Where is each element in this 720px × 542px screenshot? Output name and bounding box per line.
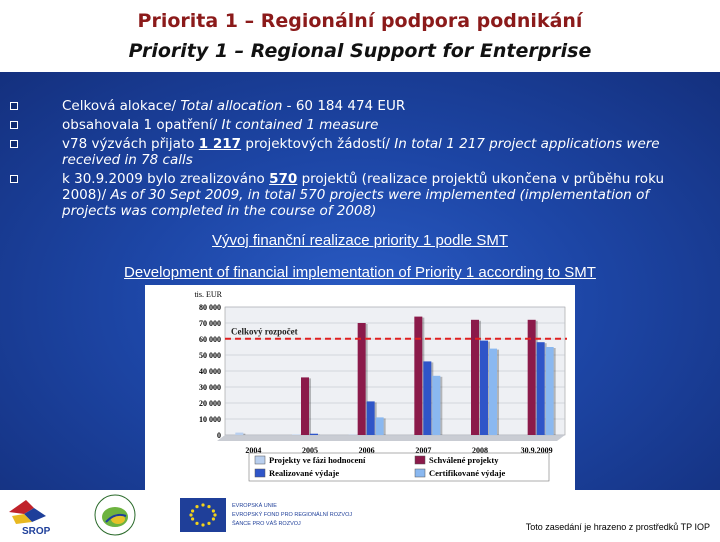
x-tick-label: 30.9.2009 — [521, 446, 553, 455]
y-tick-label: 50 000 — [199, 351, 221, 360]
x-tick-label: 2004 — [245, 446, 261, 455]
chart-bar — [480, 341, 488, 435]
x-tick-label: 2005 — [302, 446, 318, 455]
chart-bar — [489, 349, 497, 435]
chart-subtitle-cz: Vývoj finanční realizace priority 1 podle SMT — [0, 232, 720, 249]
y-tick-label: 10 000 — [199, 415, 221, 424]
chart-bar-shade — [497, 350, 499, 435]
y-tick-label: 20 000 — [199, 399, 221, 408]
bullet-text-en: In total 1 217 project applications were received in 78 calls — [62, 136, 660, 168]
legend-swatch — [255, 456, 265, 464]
bullet-text-cz: projektových žádostí/ — [241, 136, 394, 152]
eu-logo — [180, 496, 370, 536]
y-tick-label: 80 000 — [199, 303, 221, 312]
y-axis-label: tis. EUR — [194, 290, 222, 299]
chart-bar-shade — [554, 348, 556, 435]
footer — [0, 490, 720, 540]
bullet-text-en: Total allocation — [180, 98, 282, 114]
chart-bar — [358, 323, 366, 435]
legend-swatch — [255, 469, 265, 477]
chart-bar — [376, 417, 384, 435]
bullet-text-cz: v78 výzvách přijato — [62, 136, 199, 152]
eu-line-2: EVROPSKÝ FOND PRO REGIONÁLNÍ ROZVOJ — [232, 511, 352, 518]
chart-bar-shade — [243, 434, 245, 435]
chart-bar — [414, 317, 422, 435]
chart-bar — [432, 376, 440, 435]
eu-line-1: EVROPSKÁ UNIE — [232, 502, 277, 509]
chart-bar — [310, 434, 318, 435]
budget-line-label: Celkový rozpočet — [231, 327, 298, 337]
square-bullet-icon — [10, 175, 18, 183]
legend-label: Schválené projekty — [429, 455, 499, 465]
chart-bar — [423, 361, 431, 435]
chart-subtitle-en: Development of financial implementation of Priority 1 according to SMT — [0, 264, 720, 281]
chart-panel — [145, 285, 575, 490]
legend-swatch — [415, 469, 425, 477]
bullet-text-value: - 60 184 474 EUR — [282, 98, 405, 114]
bullet-text-en: It contained 1 measure — [222, 117, 379, 133]
page-title: Priorita 1 – Regionální podpora podnikání — [0, 10, 720, 32]
x-tick-label: 2008 — [472, 446, 488, 455]
square-bullet-icon — [10, 140, 18, 148]
chart-bar-shade — [384, 418, 386, 435]
y-tick-label: 0 — [217, 431, 221, 440]
chart-bar — [367, 401, 375, 435]
y-tick-label: 70 000 — [199, 319, 221, 328]
srop-logo — [4, 494, 64, 536]
bullet-text-cz: k 30.9.2009 bylo zrealizováno — [62, 171, 269, 187]
y-tick-label: 30 000 — [199, 383, 221, 392]
chart-bar-shade — [440, 377, 442, 435]
chart-bar — [528, 320, 536, 435]
plot-floor — [217, 435, 565, 441]
y-tick-label: 40 000 — [199, 367, 221, 376]
chart-bar — [537, 342, 545, 435]
page-title-english: Priority 1 – Regional Support for Enterprise — [0, 40, 720, 62]
bullet-text-cz: Celková alokace/ — [62, 98, 180, 114]
square-bullet-icon — [10, 102, 18, 110]
bullet-text-en: As of 30 Sept 2009, in total 570 projects were implemented (implementation of projects was completed in the course of 2008) — [62, 187, 649, 219]
legend-label: Projekty ve fázi hodnocení — [269, 455, 366, 465]
legend-swatch — [415, 456, 425, 464]
chart-bar-shade — [309, 378, 311, 435]
chart-bar — [235, 433, 243, 435]
bullet-highlight: 570 — [269, 171, 297, 187]
eu-line-3: ŠANCE PRO VÁŠ ROZVOJ — [232, 520, 301, 527]
chart-bar — [301, 377, 309, 435]
ministry-logo — [80, 492, 150, 538]
chart-bar — [546, 347, 554, 435]
square-bullet-icon — [10, 121, 18, 129]
bar-chart — [145, 285, 575, 490]
x-tick-label: 2007 — [415, 446, 431, 455]
legend-label: Realizované výdaje — [269, 468, 339, 478]
legend-label: Certifikované výdaje — [429, 468, 505, 478]
bullet-text-cz: projektů (realizace projektů ukončena v průběhu roku 2008)/ — [62, 171, 664, 203]
svg-text:SROP: SROP — [22, 526, 51, 536]
bullet-highlight: 1 217 — [199, 136, 241, 152]
chart-bar — [471, 320, 479, 435]
x-tick-label: 2006 — [359, 446, 375, 455]
header — [0, 0, 720, 72]
footer-note: Toto zasedání je hrazeno z prostředků TP IOP — [526, 522, 710, 532]
bullet-text-cz: obsahovala 1 opatření/ — [62, 117, 222, 133]
y-tick-label: 60 000 — [199, 335, 221, 344]
